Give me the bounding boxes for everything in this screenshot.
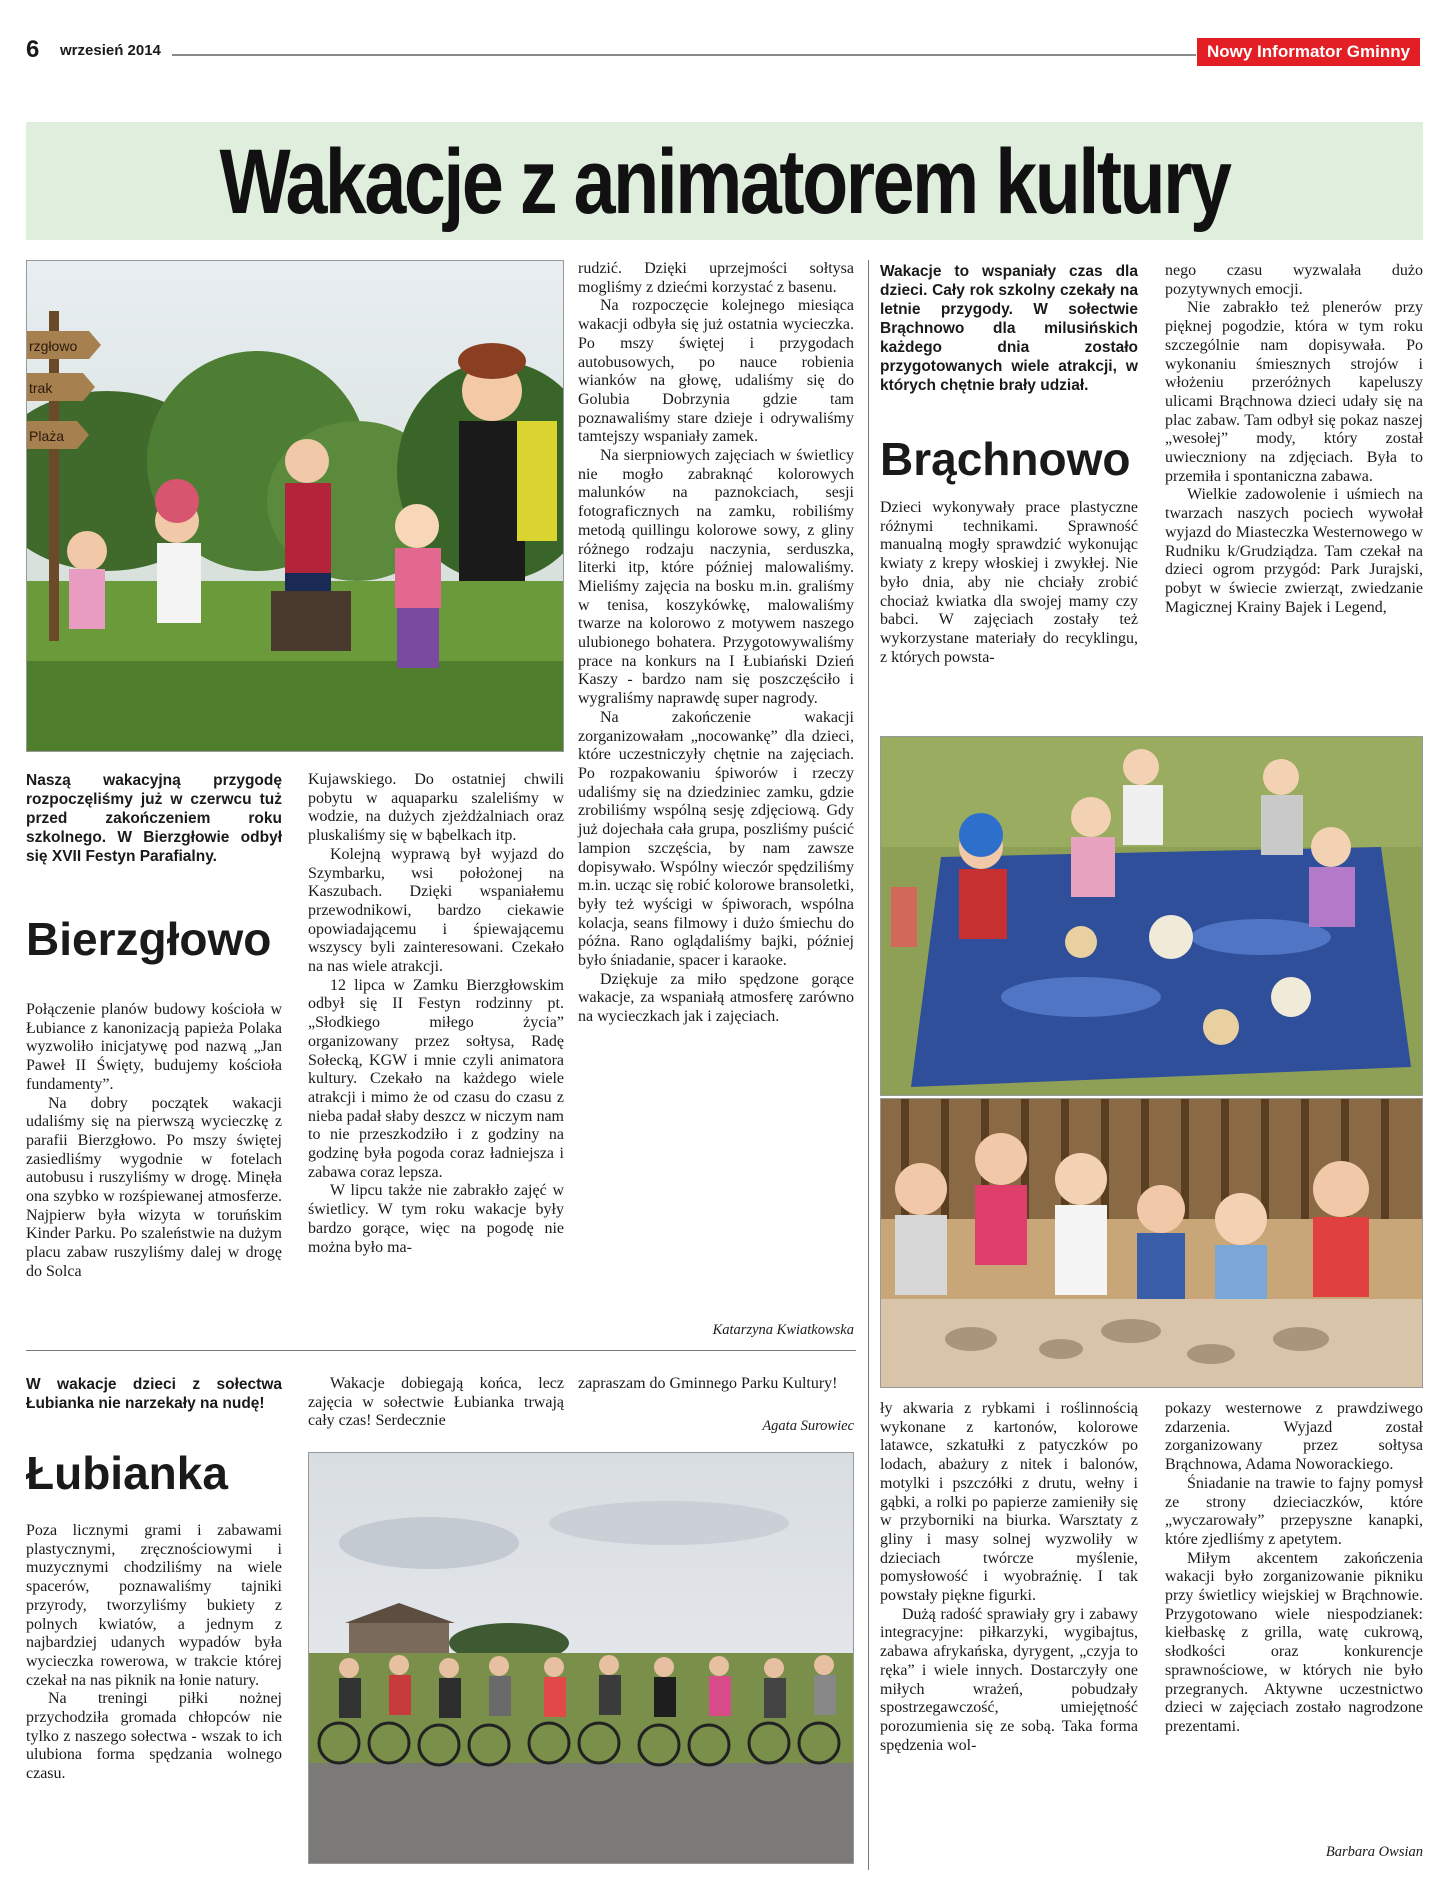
lubianka-column-3: [578, 1375, 854, 1394]
brachnowo-column-1-bottom: [880, 1400, 1138, 1755]
lubianka-column-1: [26, 1522, 282, 1784]
sign-text-1: rzgłowo: [29, 338, 78, 354]
paragraph: pokazy westernowe z prawdziwego zdarzenia. Wyjazd został zorganizowany przez sołtysa Brąchnowa, Adama Noworackiego.: [1165, 1400, 1423, 1474]
author-brachnowo: Barbara Owsian: [1325, 1844, 1423, 1860]
article-title: Wakacje z animatorem kultury: [219, 131, 1230, 233]
paragraph: Na zakończenie wakacji zorganizowałam „nocowankę” dla dzieci, które uczestniczyły chętnie na zajęciach. Po rozpakowaniu śpiworów i rzeczy udaliśmy się na dziedziniec zamku, gdzie zrobiliśmy wspólną sesję zdjęciową. Gdy już dojechała cała grupa, poszliśmy puścić lampion szczęścia, by nam zawsze dopisywało. Wspólny wieczór spędziliśmy m.in. ucząc się robić kolorowe bransoletki, były też wyścigi w śpiworach, wspólna kolacja, seans filmowy i dużo śmiechu do późna. Rano oglądaliśmy bajki, później było śniadanie, spacer i karaoke.: [578, 708, 854, 970]
paragraph: Na dobry początek wakacji udaliśmy się na pierwszą wycieczkę z parafii Bierzgłowo. Po mszy świętej zasiedliśmy wygodnie w fotelach autobusu i ruszyliśmy w drogę. Minęła ona szybko w rozśpiewanej atmosferze. Najpierw była wizyta w toruńskim Kinder Parku. Po szaleństwie na dużym placu zabaw ruszyliśmy dalej w drogę do Solca: [26, 1094, 282, 1280]
paragraph: zapraszam do Gminnego Parku Kultury!: [578, 1375, 838, 1392]
paragraph: Poza licznymi grami i zabawami plastycznymi, zręcznościowymi i muzycznymi chodziliśmy na wiele spacerów, poznawaliśmy tajniki przyrody, tworzyliśmy bukiety z polnych kwiatów, a jednym z najbardziej udanych wypadów była wycieczka rowerowa, w trakcie której czekał na nas piknik na łonie natury.: [26, 1522, 282, 1689]
paragraph: Nie zabrakło też plenerów przy pięknej pogodzie, która w tym roku szczególnie nam dopisywała. Po wykonaniu śmiesznych strojów i włożeniu przeróżnych kapeluszy ulicami Brąchnowa dzieci udały się na plac zabaw. Tam odbył się pokaz naszej „wesołej” mody, który został uwieczniony na zdjęciach. Była to przemiła i spontaniczna zabawa.: [1165, 299, 1423, 485]
photo-bike-trip: [308, 1452, 854, 1864]
issue-date: wrzesień 2014: [60, 42, 161, 59]
paragraph: W lipcu także nie zabrakło zajęć w świetlicy. W tym roku wakacje były bardzo gorące, więc na pogodę nie można było ma-: [308, 1182, 564, 1256]
photo-children-bierzglowo: [26, 260, 564, 752]
paragraph: Wakacje dobiegają końca, lecz zajęcia w sołectwie Łubianka trwają cały czas! Serdecznie: [308, 1375, 564, 1430]
paragraph: Dużą radość sprawiały gry i zabawy integracyjne: piłkarzyki, wygibajtus, zabawa afrykańska, dyrygent, „czyja to ręka” i wiele innych. Dostarczyły one miłych wrażeń, pobudzały spostrzegawczość, umiejętność porozumienia się ze sobą. Taka forma spędzenia wol-: [880, 1605, 1138, 1754]
paragraph: Kujawskiego. Do ostatniej chwili pobytu w aquaparku szaleliśmy w wodzie, na dużych zjeżdżalniach oraz pluskaliśmy się w bąbelkach itp.: [308, 771, 564, 845]
brachnowo-column-2-top: [1165, 262, 1423, 617]
bierzglowo-lead: Naszą wakacyjną przygodę rozpoczęliśmy już w czerwcu tuż przed zakończeniem roku szkolnego. W Bierzgłowie odbył się XVII Festyn Parafialny.: [26, 772, 282, 865]
paragraph: Śniadanie na trawie to fajny pomysł ze strony dzieciaczków, które „wyczarowały” przepyszne kanapki, które zjedliśmy z apetytem.: [1165, 1474, 1423, 1548]
header-rule: [172, 54, 1196, 56]
title-band: [26, 122, 1423, 240]
sign-text-3: Plaża: [29, 428, 65, 444]
paragraph: Połączenie planów budowy kościoła w Łubiance z kanonizacją papieża Polaka wyzwoliło inicjatywę pod nazwą „Jan Paweł II Święty, budujemy kościoła fundamenty”.: [26, 1001, 282, 1093]
bierzglowo-column-3: [578, 260, 854, 1027]
brachnowo-column-1-top: [880, 499, 1138, 667]
paragraph: Dziękuje za miło spędzone gorące wakacje, za wspaniałą atmosferę zarówno na wycieczkach jak i zajęciach.: [578, 970, 854, 1026]
paragraph: Miłym akcentem zakończenia wakacji było zorganizowanie pikniku przy świetlicy wiejskiej w Brąchnowie. Przygotowano wiele niespodzianek: kiełbaskę z grilla, watę cukrową, słodkości oraz konkurencje sprawnościowe, w których nie było przegranych. Aktywne uczestnictwo dzieci w zajęciach zostało nagrodzone prezentami.: [1165, 1549, 1423, 1735]
photo-clay-workshop: [880, 1098, 1423, 1388]
publication-name: Nowy Informator Gminny: [1197, 38, 1420, 66]
lubianka-lead: W wakacje dzieci z sołectwa Łubianka nie narzekały na nudę!: [26, 1376, 282, 1412]
paragraph: nego czasu wyzwalała dużo pozytywnych emocji.: [1165, 262, 1423, 298]
paragraph: Dzieci wykonywały prace plastyczne różnymi technikami. Sprawność manualną mogły sprawdzić wykonując kwiaty z krepy włoskiej i zwykłej. Nie było dnia, aby nie chciały zrobić chociaż kwiatka dla swojej mamy czy babci. W zajęciach zostały też wykorzystane materiały do recyklingu, z których powsta-: [880, 499, 1138, 666]
paragraph: ły akwaria z rybkami i roślinnością wykonane z kartonów, kolorowe latawce, szkatułki z patyczków po lodach, abażury z nitek i balonów, motylki i pszczółki z drutu, wełny i gąbki, a rolki po papierze zamieniły się w przyborniki na biurka. Warsztaty z gliny i masy solnej wyzwoliły w dzieciach twórcze myślenie, pomysłowość i wyobraźnię. I tak powstały piękne figurki.: [880, 1400, 1138, 1605]
author-bierzglowo: Katarzyna Kwiatkowska: [712, 1322, 854, 1338]
section-divider-vertical: [868, 260, 869, 1870]
paragraph: Kolejną wyprawą był wyjazd do Szymbarku, wsi położonej na Kaszubach. Dzięki wspaniałemu przewodnikowi, bardzo ciekawie opowiadającemu i śpiewającemu wszyscy byli zainteresowani. Czekało na nas wiele atrakcji.: [308, 845, 564, 976]
bierzglowo-heading: Bierzgłowo: [26, 913, 272, 965]
brachnowo-lead: Wakacje to wspaniały czas dla dzieci. Cały rok szkolny czekały na letnie przygody. W sołectwie Brąchnowo dla milusińskich każdego dnia zostało przygotowanych wiele atrakcji, w których chętnie brały udział.: [880, 263, 1138, 394]
bierzglowo-column-1: [26, 1001, 282, 1282]
sign-text-2: trak: [29, 380, 53, 396]
photo-picnic-blanket: [880, 736, 1423, 1096]
paragraph: Wielkie zadowolenie i uśmiech na twarzach naszych pociech wywołał wyjazd do Miasteczka Westernowego w Rudniku k/Grudziądza. Tam czekał na dzieci ogrom przygód: Park Jurajski, pobyt w świecie zwierząt, zwiedzanie Magicznej Krainy Bajek i Legend,: [1165, 486, 1423, 616]
bierzglowo-column-2: [308, 771, 564, 1257]
author-lubianka: Agata Surowiec: [762, 1418, 854, 1434]
paragraph: rudzić. Dzięki uprzejmości sołtysa mogliśmy z dziećmi korzystać z basenu.: [578, 260, 854, 296]
lubianka-heading: Łubianka: [26, 1447, 228, 1499]
lubianka-column-2: [308, 1375, 564, 1431]
brachnowo-column-2-bottom: [1165, 1400, 1423, 1737]
section-divider-horizontal: [26, 1350, 856, 1351]
paragraph: 12 lipca w Zamku Bierzgłowskim odbył się II Festyn rodzinny pt. „Słodkiego miłego życia” organizowany przez sołtysa, Radę Sołecką, KGW i mnie czyli animatora kultury. Czekało na każdego wiele atrakcji i mimo że od czasu do czasu z nieba padał słaby deszcz w niczym nam to nie przeszkodziło i z godziny na godzinę była pogoda coraz ładniejsza i zabawa coraz lepsza.: [308, 976, 564, 1181]
paragraph: Na sierpniowych zajęciach w świetlicy nie mogło zabraknąć kolorowych malunków na paznokciach, sesji fotograficznych na zamku, robiliśmy metodą quillingu kolorowe sowy, z gliny różnego rodzaju naczynia, serduszka, literki itp, które później malowaliśmy. Mieliśmy zajęcia na bosku m.in. graliśmy w tenisa, koszykówkę, malowaliśmy twarze na kolorowo z motywem naszego ulubionego bohatera. Przygotowywaliśmy prace na konkurs na I Łubiański Dzień Kaszy - bardzo nam się poszczęściło i wygraliśmy naprawdę super nagrody.: [578, 447, 854, 708]
paragraph: Na treningi piłki nożnej przychodziła gromada chłopców nie tylko z naszego sołectwa - wszak to ich ulubiona forma spędzania wolnego czasu.: [26, 1690, 282, 1783]
page-number: 6: [26, 36, 40, 63]
paragraph: Na rozpoczęcie kolejnego miesiąca wakacji odbyła się już ostatnia wycieczka. Po mszy świętej i przygodach autobusowych, po nauce robienia wianków na głowę, udaliśmy się do Golubia Dobrzynia gdzie tam poznawaliśmy stare dzieje i odrywaliśmy tamtejszy wspaniały zamek.: [578, 297, 854, 446]
brachnowo-heading: Brąchnowo: [880, 433, 1131, 485]
